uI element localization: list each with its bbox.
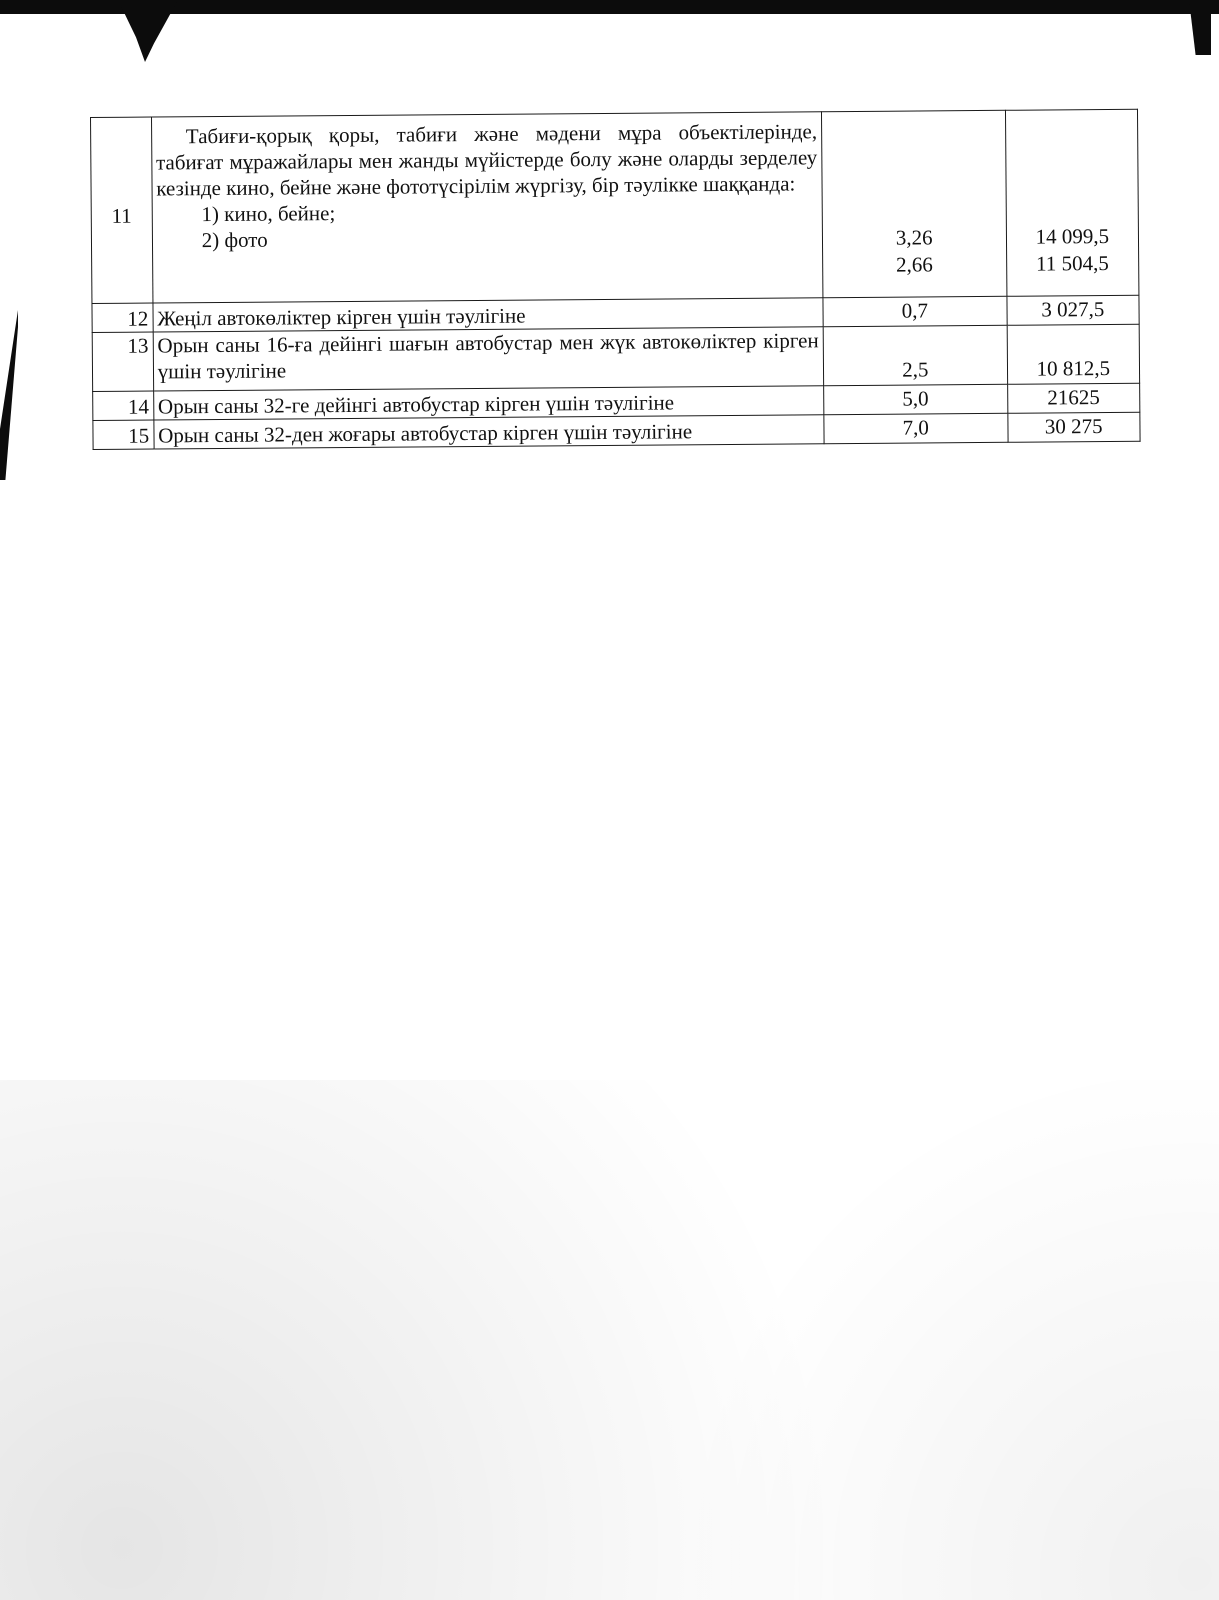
tariff-table (90, 109, 1141, 450)
amount-value: 11 504,5 (1036, 251, 1109, 276)
row-description: Орын саны 32-ге дейінгі автобустар кірген үшін тәулігіне (153, 386, 823, 420)
sub-item: 1) кино, бейне; (201, 201, 336, 227)
row-description: Орын саны 16-ға дейінгі шағын автобустар мен жүк автокөліктер кірген үшін тәулігіне (153, 327, 824, 391)
coefficient-value: 3,26 (895, 225, 933, 250)
row-number: 12 (92, 303, 153, 332)
scan-top-shadow (0, 0, 1219, 60)
coefficient-value: 2,66 (895, 252, 933, 277)
row-description (151, 112, 823, 303)
row-coefficient: 7,0 (824, 413, 1008, 443)
row-amount: 3 027,5 (1007, 295, 1140, 325)
table-row (92, 324, 1139, 391)
scan-noise (0, 1080, 1219, 1600)
row-number: 14 (93, 391, 154, 420)
row-coefficient (821, 110, 1006, 297)
coefficient-stack (827, 224, 1002, 297)
row-coefficient: 2,5 (823, 325, 1007, 385)
row-description: Жеңіл автокөліктер кірген үшін тәулігіне (153, 298, 823, 332)
row-number: 11 (91, 117, 153, 303)
row-amount: 30 275 (1007, 412, 1140, 442)
row-amount: 10 812,5 (1007, 324, 1140, 384)
row-amount (1005, 109, 1139, 296)
scan-side-mark (0, 310, 18, 480)
description-text: Табиғи-қорық қоры, табиғи және мәдени мұра объектілерінде, табиғат мұражайлары мен жанды мүйістерде болу және оларды зерделеу кезінде кино, бейне және фототүсірілім жүргізу, бір тәулікке шаққанда: (155, 119, 818, 201)
table-row (91, 109, 1139, 303)
row-amount: 21625 (1007, 383, 1140, 413)
sub-item: 2) фото (201, 227, 268, 253)
row-coefficient: 0,7 (823, 296, 1007, 326)
row-number: 13 (92, 332, 153, 391)
amount-stack (1010, 223, 1134, 296)
row-coefficient: 5,0 (824, 384, 1008, 414)
row-number: 15 (93, 420, 154, 449)
row-description: Орын саны 32-ден жоғары автобустар кірген үшін тәулігіне (154, 415, 824, 449)
amount-value: 14 099,5 (1035, 224, 1110, 249)
